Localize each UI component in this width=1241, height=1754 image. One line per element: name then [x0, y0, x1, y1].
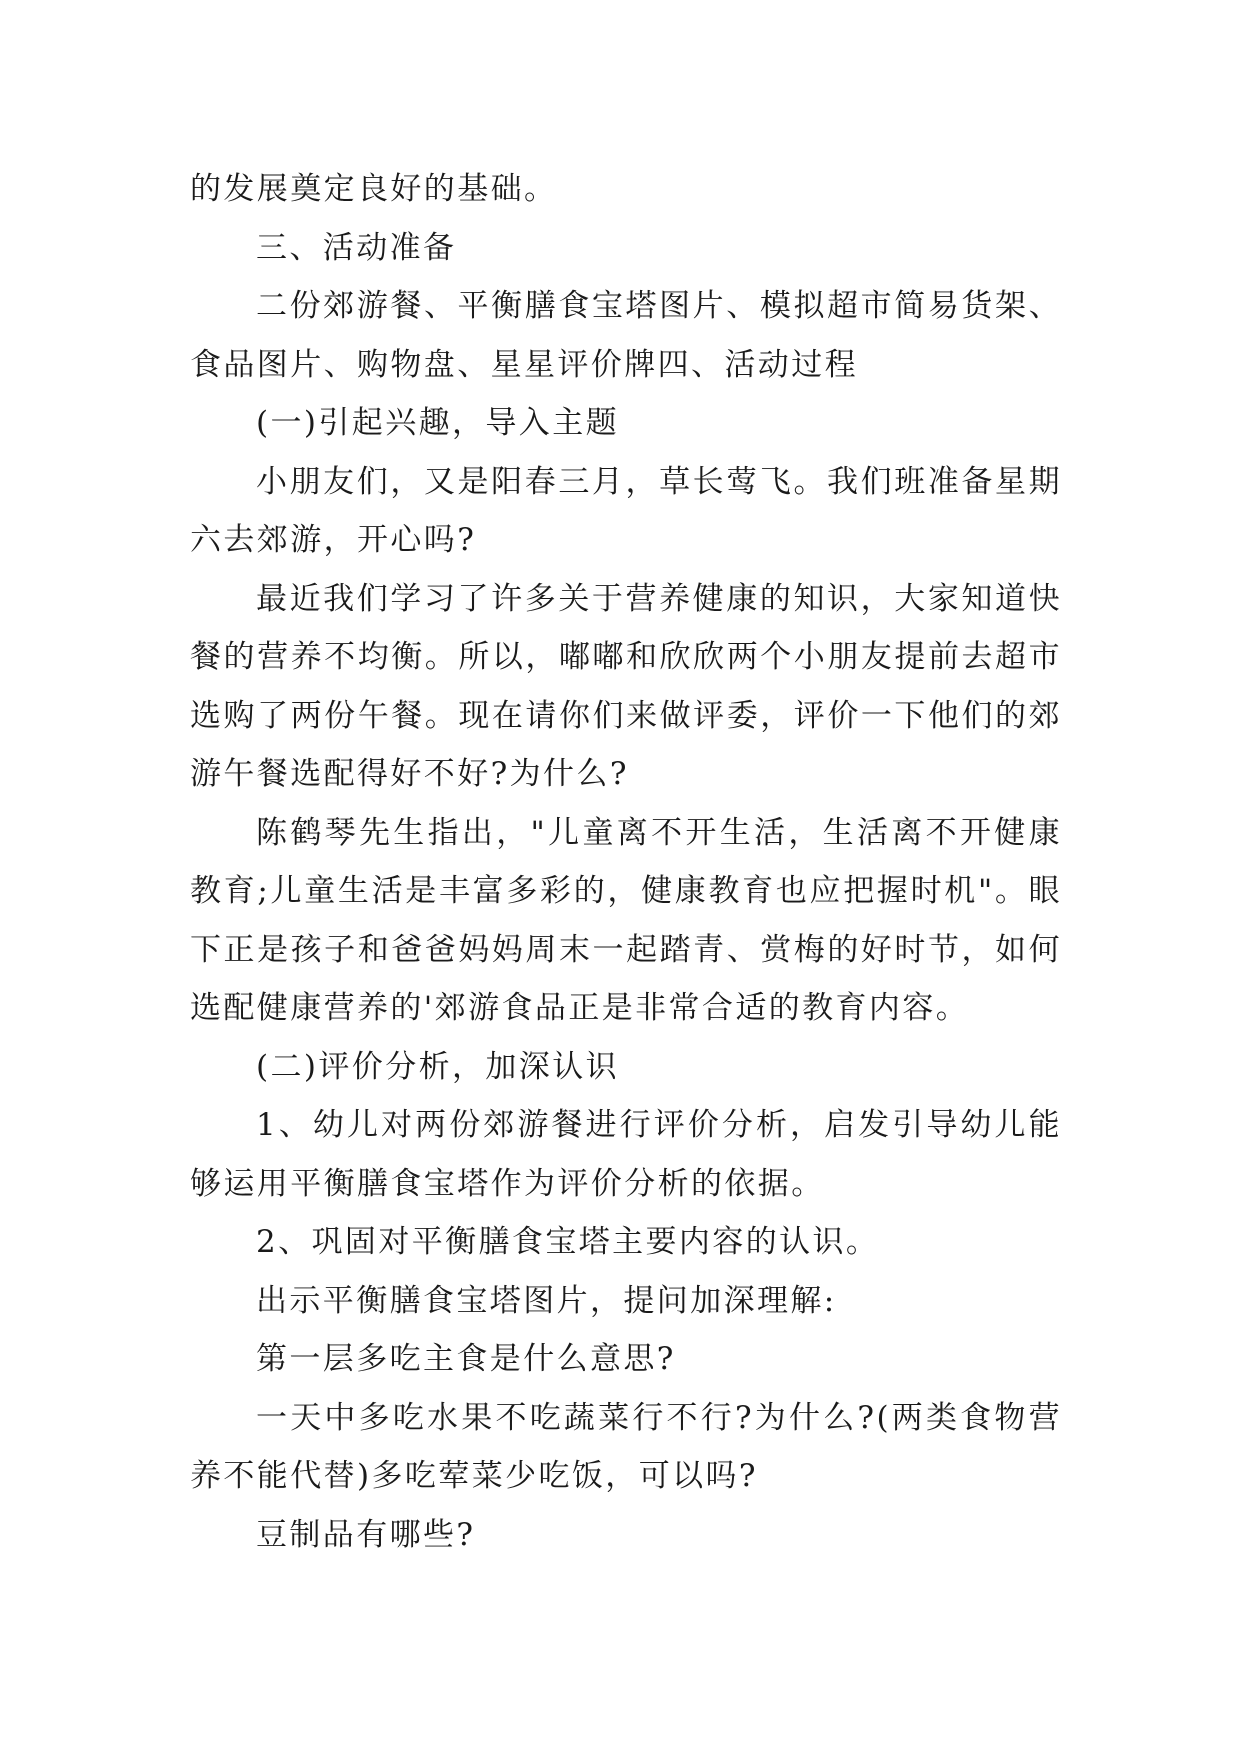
- paragraph: 2、巩固对平衡膳食宝塔主要内容的认识。: [256, 1224, 880, 1260]
- document-body: [190, 160, 1062, 1564]
- paragraph: 最近我们学习了许多关于营养健康的知识，大家知道快餐的营养不均衡。所以，嘟嘟和欣欣两个小朋友提前去超市选购了两份午餐。现在请你们来做评委，评价一下他们的郊游午餐选配得好不好?为什么?: [190, 580, 1062, 792]
- paragraph: 出示平衡膳食宝塔图片，提问加深理解:: [256, 1282, 837, 1319]
- paragraph: 第一层多吃主食是什么意思?: [256, 1341, 676, 1377]
- paragraph: 的发展奠定良好的基础。: [190, 171, 558, 207]
- paragraph: 豆制品有哪些?: [256, 1516, 476, 1553]
- paragraph: 一天中多吃水果不吃蔬菜行不行?为什么?(两类食物营养不能代替)多吃荤菜少吃饭，可以吗?: [190, 1399, 1062, 1494]
- paragraph: 二份郊游餐、平衡膳食宝塔图片、模拟超市简易货架、食品图片、购物盘、星星评价牌四、活动过程: [190, 288, 1062, 383]
- paragraph: 小朋友们，又是阳春三月，草长莺飞。我们班准备星期六去郊游，开心吗?: [190, 463, 1062, 558]
- subsection-heading: (一)引起兴趣，导入主题: [256, 405, 619, 441]
- paragraph: 陈鹤琴先生指出，"儿童离不开生活，生活离不开健康教育;儿童生活是丰富多彩的，健康教育也应把握时机"。眼下正是孩子和爸爸妈妈周末一起踏青、赏梅的好时节，如何选配健康营养的'郊游食品正是非常合适的教育内容。: [190, 814, 1062, 1026]
- section-heading: 三、活动准备: [256, 229, 457, 266]
- paragraph: 1、幼儿对两份郊游餐进行评价分析，启发引导幼儿能够运用平衡膳食宝塔作为评价分析的依据。: [190, 1107, 1062, 1202]
- subsection-heading: (二)评价分析，加深认识: [256, 1048, 619, 1085]
